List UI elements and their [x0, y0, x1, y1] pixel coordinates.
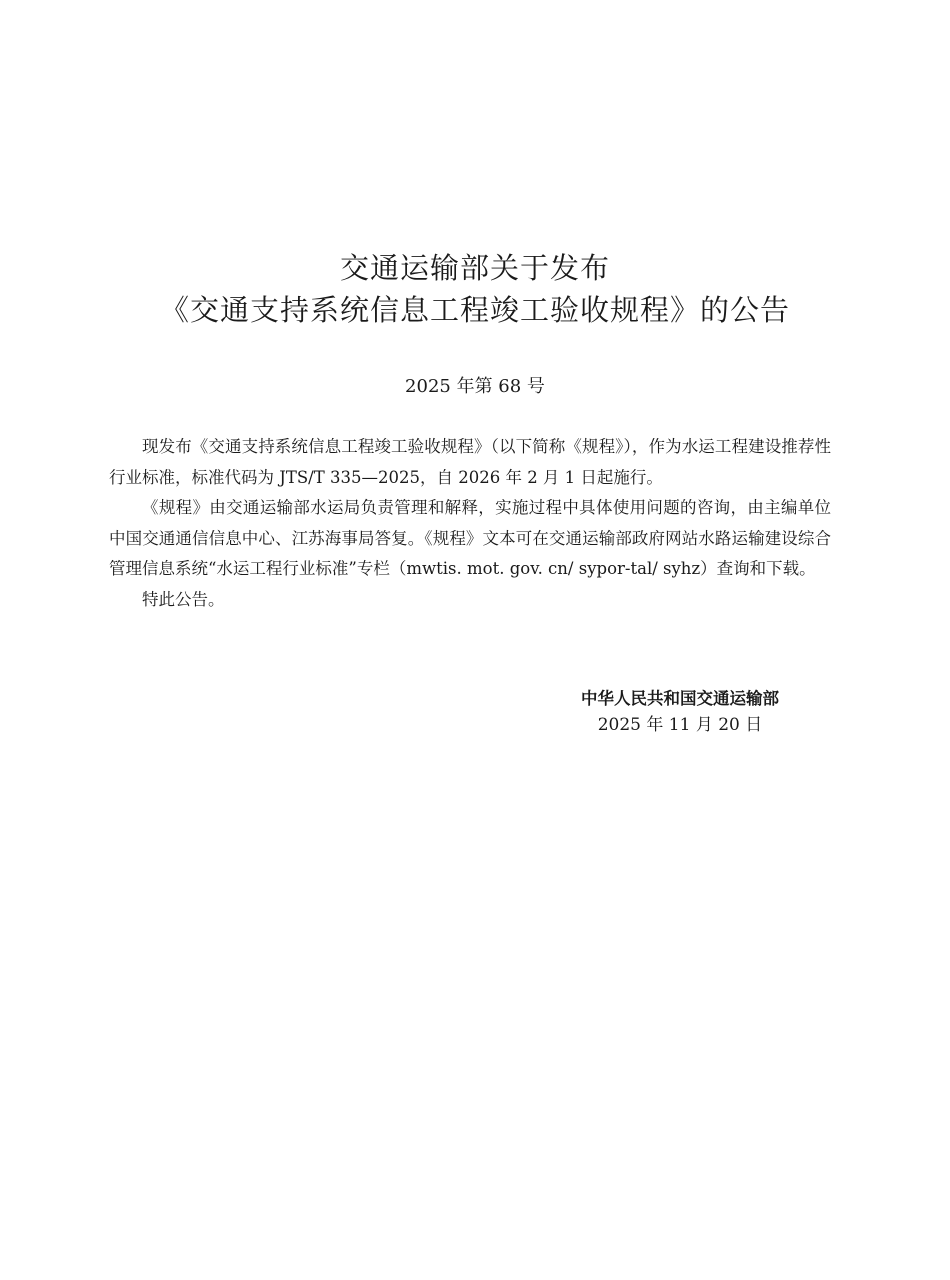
paragraph-publication: 现发布《交通支持系统信息工程竣工验收规程》（以下简称《规程》），作为水运工程建设推荐性行业标准，标准代码为 JTS/T 335—2025，自 2026 年 2 月 1 日起施行。	[109, 437, 831, 487]
document-number: 2025 年第 68 号	[405, 376, 545, 397]
issuer-name: 中华人民共和国交通运输部	[581, 689, 779, 708]
announcement-body	[109, 432, 831, 615]
title-line-2: 《交通支持系统信息工程竣工验收规程》的公告	[159, 293, 790, 327]
paragraph-closing: 特此公告。	[142, 589, 225, 609]
issue-date: 2025 年 11 月 20 日	[597, 715, 763, 735]
signature-block	[560, 686, 800, 738]
title-line-1: 交通运输部关于发布	[339, 251, 610, 285]
paragraph-management: 《规程》由交通运输部水运局负责管理和解释，实施过程中具体使用问题的咨询，由主编单位中国交通通信信息中心、江苏海事局答复。《规程》文本可在交通运输部政府网站水路运输建设综合管理信息系统“水运工程行业标准”专栏（mwtis. mot. gov. cn/ sypor-tal/ syhz）查询和下载。	[109, 498, 831, 578]
